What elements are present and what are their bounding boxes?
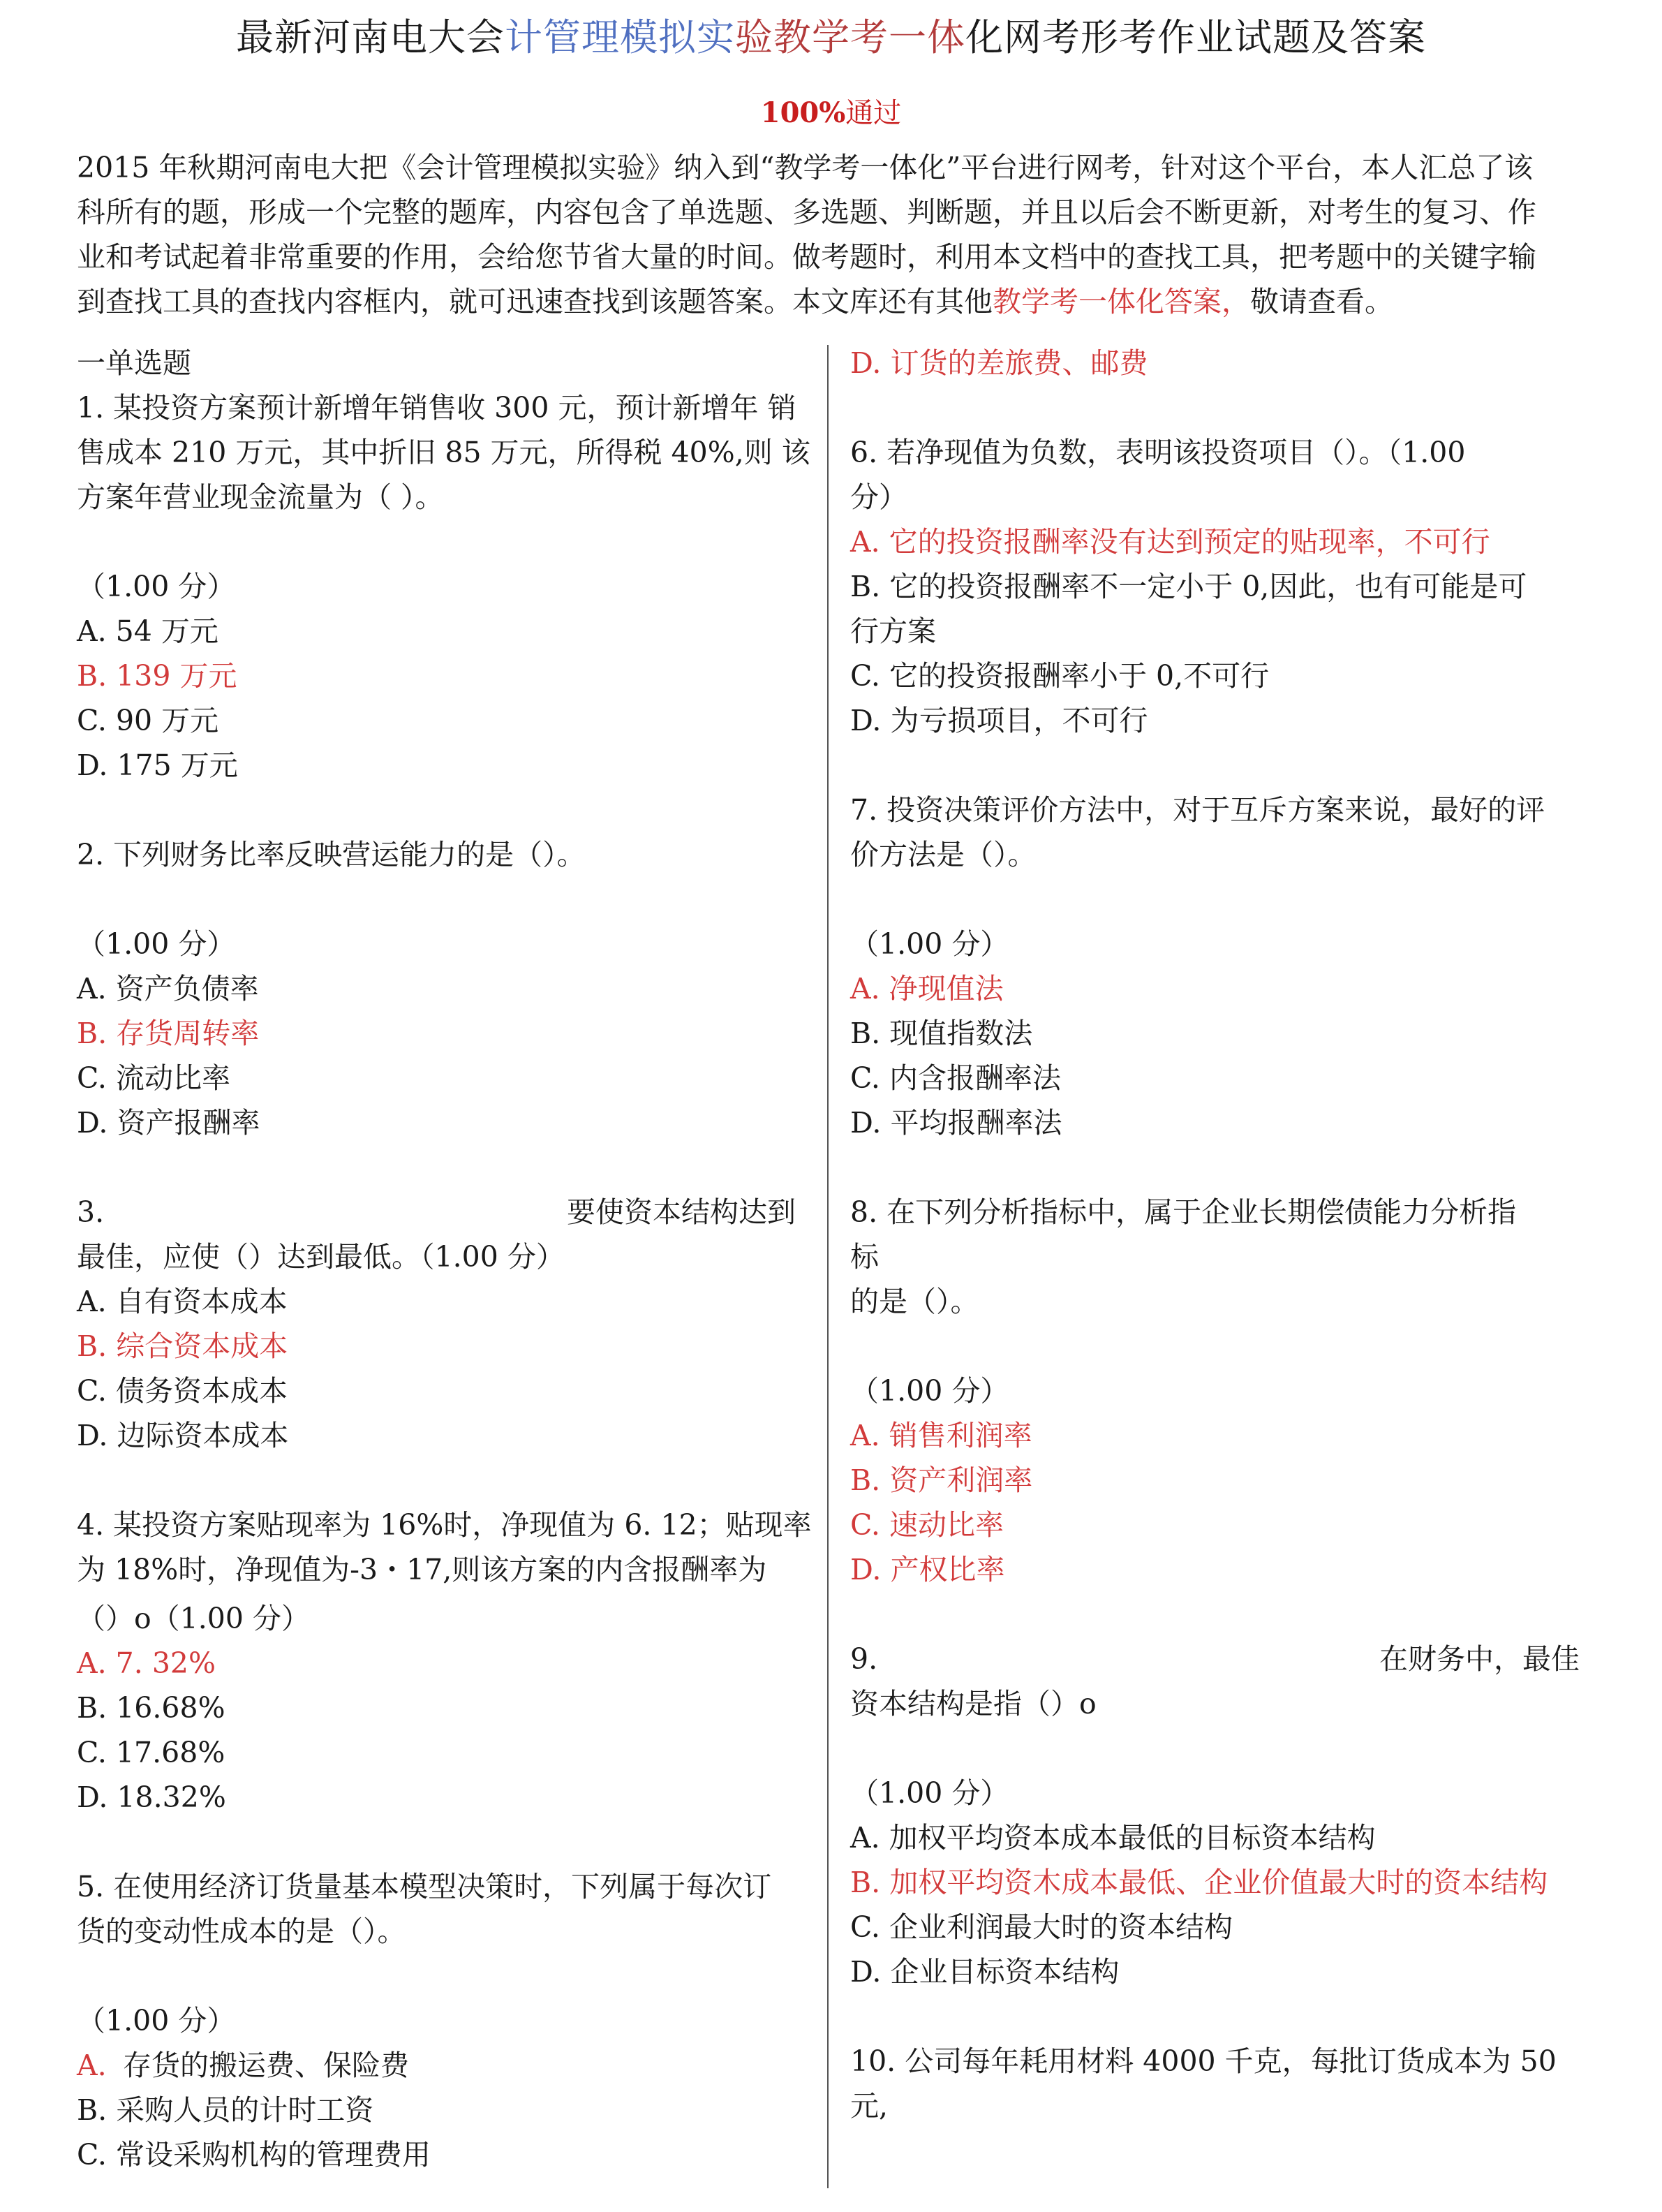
option-b-answer: B. 综合资本成本 <box>77 1329 288 1363</box>
question-text: 的是（）。 <box>850 1285 979 1318</box>
section-heading: 一单选题 <box>77 346 191 380</box>
option-c: C. 流动比率 <box>77 1061 230 1095</box>
question-3 <box>77 1190 796 1458</box>
intro-text-end: 敬请查看。 <box>1250 285 1393 318</box>
question-text <box>850 1637 1580 1681</box>
right-column <box>850 341 1580 2128</box>
intro-line-last <box>77 279 1583 324</box>
question-score: （1.00 分） <box>77 570 236 603</box>
option-b-answer: B. 139 万元 <box>77 659 237 693</box>
question-score: （1.00 分） <box>850 1374 1009 1408</box>
document-title <box>0 10 1662 66</box>
option-b: B. 16.68% <box>77 1691 225 1725</box>
option-c: C. 90 万元 <box>77 704 219 737</box>
option-c: C. 17.68% <box>77 1736 225 1769</box>
option-a-answer: A. 7. 32% <box>77 1646 216 1680</box>
option-c: C. 它的投资报酬率小于 0,不可行 <box>850 659 1270 693</box>
subtitle-text: 通过 <box>845 97 902 129</box>
option-c: C. 内含报酬率法 <box>850 1061 1061 1095</box>
question-text: 为 18%时，净现值为-3・17,则该方案的内含报酬率为 <box>77 1553 767 1586</box>
option-a: A. 54 万元 <box>77 614 218 648</box>
option-c-answer: C. 速动比率 <box>850 1508 1004 1542</box>
option-b-continued: 行方案 <box>850 614 936 648</box>
option-c: C. 常设采购机构的管理费用 <box>77 2138 431 2172</box>
option-a: A. 加权平均资本成本最低的目标资本结构 <box>850 1821 1376 1855</box>
question-text: 标 <box>850 1240 879 1274</box>
subtitle-percent: 100% <box>760 96 846 129</box>
question-text: 资本结构是指（）o <box>850 1687 1097 1720</box>
question-2 <box>77 832 796 1145</box>
question-text: 货的变动性成本的是（）。 <box>77 1915 406 1948</box>
question-text <box>77 1190 796 1234</box>
question-score: （1.00 分） <box>77 927 236 961</box>
intro-line: 2015 年秋期河南电大把《会计管理模拟实验》纳入到“教学考一体化”平台进行网考，针对这个平台，本人汇总了该 <box>77 151 1534 184</box>
question-8 <box>850 1190 1580 1592</box>
question-text: 6. 若净现值为负数，表明该投资项目（）。（1.00 <box>850 436 1466 469</box>
question-text: 2. 下列财务比率反映营运能力的是（）。 <box>77 838 586 871</box>
option-c: C. 企业利润最大时的资本结构 <box>850 1910 1233 1944</box>
question-text: 1. 某投资方案预计新增年销售收 300 元，预计新增年 销 <box>77 391 796 425</box>
option-a-text: 存货的搬运费、保险费 <box>123 2049 409 2082</box>
question-text: 10. 公司每年耗用材料 4000 千克，每批订货成本为 50 <box>850 2044 1557 2078</box>
title-part-1: 最新河南电大会 <box>236 15 505 59</box>
column-divider <box>827 345 829 2188</box>
subtitle <box>0 92 1662 134</box>
option-d: D. 18.32% <box>77 1780 226 1814</box>
question-text: 售成本 210 万元，其中折旧 85 万元，所得税 40%,则 该 <box>77 436 810 469</box>
option-d: D. 边际资本成本 <box>77 1419 289 1452</box>
option-a: A. 存货的搬运费、保险费 <box>77 2049 409 2082</box>
option-c: C. 债务资本成本 <box>77 1374 288 1408</box>
question-5 <box>77 1864 796 2177</box>
intro-line: 科所有的题，形成一个完整的题库，内容包含了单选题、多选题、判断题，并且以后会不断更新，对考生的复习、作 <box>77 196 1536 229</box>
title-part-4: 化网考形考作业试题及答案 <box>965 15 1426 59</box>
intro-text: 到查找工具的查找内容框内，就可迅速查找到该题答案。本文库还有其他 <box>77 285 993 318</box>
left-column <box>77 341 812 2177</box>
question-text: 4. 某投资方案贴现率为 16%时，净现值为 6. 12；贴现率 <box>77 1508 812 1542</box>
question-1 <box>77 385 810 788</box>
question-text: 最佳，应使（）达到最低。（1.00 分） <box>77 1240 565 1274</box>
option-b: B. 采购人员的计时工资 <box>77 2093 374 2127</box>
question-9 <box>850 1637 1580 1994</box>
question-score: （1.00 分） <box>77 2004 236 2037</box>
option-d: D. 资产报酬率 <box>77 1106 260 1140</box>
question-text-right: 在财务中，最佳 <box>1379 1642 1580 1676</box>
option-d: D. 为亏损项目，不可行 <box>850 704 1148 737</box>
intro-line: 业和考试起着非常重要的作用，会给您节省大量的时间。做考题时，利用本文档中的查找工具，把考题中的关键字输 <box>77 240 1536 274</box>
question-score: （1.00 分） <box>850 1776 1009 1810</box>
question-10 <box>850 2039 1580 2128</box>
question-text: 方案年营业现金流量为（ ）。 <box>77 480 444 514</box>
question-text-right: 要使资本结构达到 <box>567 1195 796 1229</box>
question-text: 7. 投资决策评价方法中，对于互斥方案来说，最好的评 <box>850 793 1545 827</box>
option-b: B. 现值指数法 <box>850 1017 1033 1050</box>
option-b-answer: B. 资产利润率 <box>850 1463 1033 1497</box>
option-a-answer: A. 销售利润率 <box>850 1419 1032 1452</box>
title-part-3: 验教学考一体 <box>735 15 965 59</box>
option-d: D. 175 万元 <box>77 749 238 782</box>
option-d: D. 企业目标资本结构 <box>850 1955 1120 1989</box>
question-4 <box>77 1503 812 1820</box>
question-score: （1.00 分） <box>850 927 1009 961</box>
question-7 <box>850 788 1580 1145</box>
option-a-answer: A. 净现值法 <box>850 972 1004 1005</box>
option-d-answer: D. 产权比率 <box>850 1553 1005 1586</box>
option-a: A. 自有资本成本 <box>77 1285 288 1318</box>
question-text: 分） <box>850 480 907 514</box>
option-b-answer: B. 加权平均资木成本最低、企业价值最大时的资本结构 <box>850 1866 1548 1899</box>
option-a: A. 资产负债率 <box>77 972 259 1005</box>
option-b: B. 它的投资报酬率不一定小于 0,因此，也有可能是可 <box>850 570 1527 603</box>
question-number: 9. <box>850 1642 878 1676</box>
question-text: 8. 在下列分析指标中，属于企业长期偿债能力分析指 <box>850 1195 1517 1229</box>
question-text: 5. 在使用经济订货量基本模型决策时，下列属于每次订 <box>77 1870 772 1903</box>
option-b-answer: B. 存货周转率 <box>77 1017 260 1050</box>
question-number: 3. <box>77 1195 105 1229</box>
option-d-answer: D. 订货的差旅费、邮费 <box>850 346 1148 380</box>
option-a-answer: A. 它的投资报酬率没有达到预定的贴现率，不可行 <box>850 525 1490 559</box>
intro-paragraph <box>77 145 1583 324</box>
title-part-2: 计管理模拟实 <box>505 15 735 59</box>
option-d: D. 平均报酬率法 <box>850 1106 1062 1140</box>
question-text: 价方法是（）。 <box>850 838 1037 871</box>
question-score: （）o（1.00 分） <box>77 1602 311 1635</box>
intro-link-text: 教学考一体化答案， <box>993 285 1250 318</box>
question-text: 元, <box>850 2089 889 2123</box>
question-6 <box>850 430 1580 743</box>
